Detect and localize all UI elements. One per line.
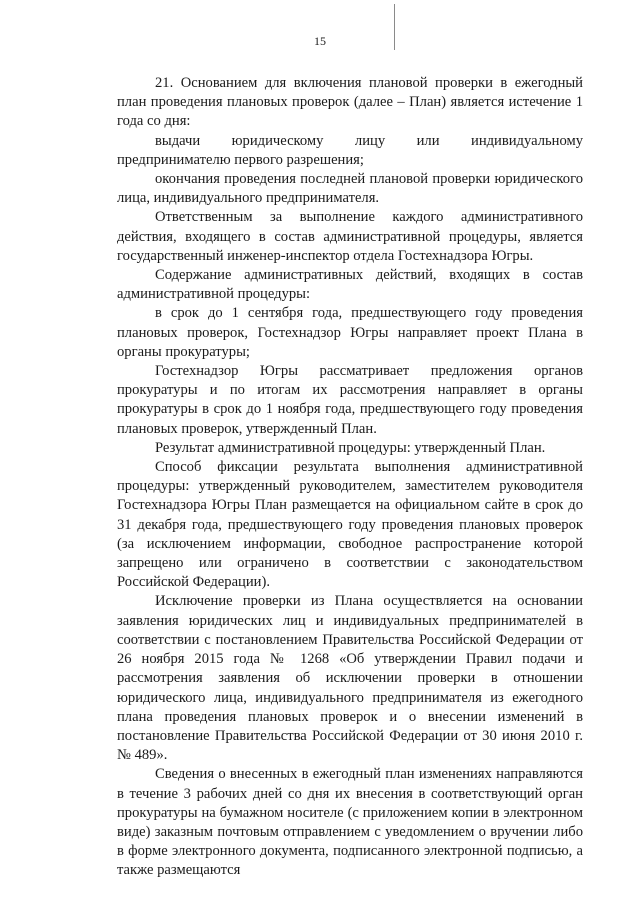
paragraph-basis: 21. Основанием для включения плановой проверки в ежегодный план проведения плановых проверок (далее – План) является истечение 1 года со дня: (117, 75, 583, 130)
paragraph-draft-plan: в срок до 1 сентября года, предшествующего году проведения плановых проверок, Гостехнадзор Югры направляет проект Плана в органы прокуратуры; (117, 305, 583, 360)
paragraph-content-intro: Содержание административных действий, входящих в состав административной процедуры: (117, 267, 583, 303)
paragraph-fixation: Способ фиксации результата выполнения административной процедуры: утвержденный руководителем, заместителем руководителя Гостехнадзора Югры План размещается на официальном сайте в срок до 31 декабря года, предшествующего году проведения плановых проверок (за исключением информации, свободное распространение которой запрещено или ограничено в соответствии с законодательством Российской Федерации). (117, 459, 583, 591)
paragraph-first-permit: выдачи юридическому лицу или индивидуальному предпринимателю первого разрешения; (117, 132, 583, 168)
paragraph-changes: Сведения о внесенных в ежегодный план изменениях направляются в течение 3 рабочих дней со дня их внесения в соответствующий орган прокуратуры на бумажном носителе (с приложением копии в электронном виде) заказным почтовым отправлением с уведомлением о вручении либо в форме электронного документа, подписанного электронной подписью, а также размещаются (117, 766, 583, 879)
paragraph-proposals: Гостехнадзор Югры рассматривает предложения органов прокуратуры и по итогам их рассмотрения направляет в органы прокуратуры в срок до 1 ноября года, предшествующего году проведения плановых проверок, утвержденный План. (117, 363, 583, 437)
paragraph-result: Результат административной процедуры: утвержденный План. (155, 439, 546, 456)
paragraph-exclusion: Исключение проверки из Плана осуществляется на основании заявления юридических лиц и индивидуальных предпринимателей в соответствии с постановлением Правительства Российской Федерации от 26 ноября 2015 года № 1268 «Об утверждении Правил подачи и рассмотрения заявления об исключении проверки в отношении юридического лица, индивидуального предпринимателя из ежегодного плана проведения плановых проверок и о внесении изменений в постановление Правительства Российской Федерации от 30 июня 2010 г. № 489». (117, 593, 583, 764)
paragraph-responsible: Ответственным за выполнение каждого административного действия, входящего в состав административной процедуры, является государственный инженер-инспектор отдела Гостехнадзора Югры. (117, 209, 583, 264)
paragraph-last-inspection: окончания проведения последней плановой проверки юридического лица, индивидуального предпринимателя. (117, 171, 583, 207)
page-number: 15 (314, 34, 326, 48)
document-body (117, 74, 583, 881)
